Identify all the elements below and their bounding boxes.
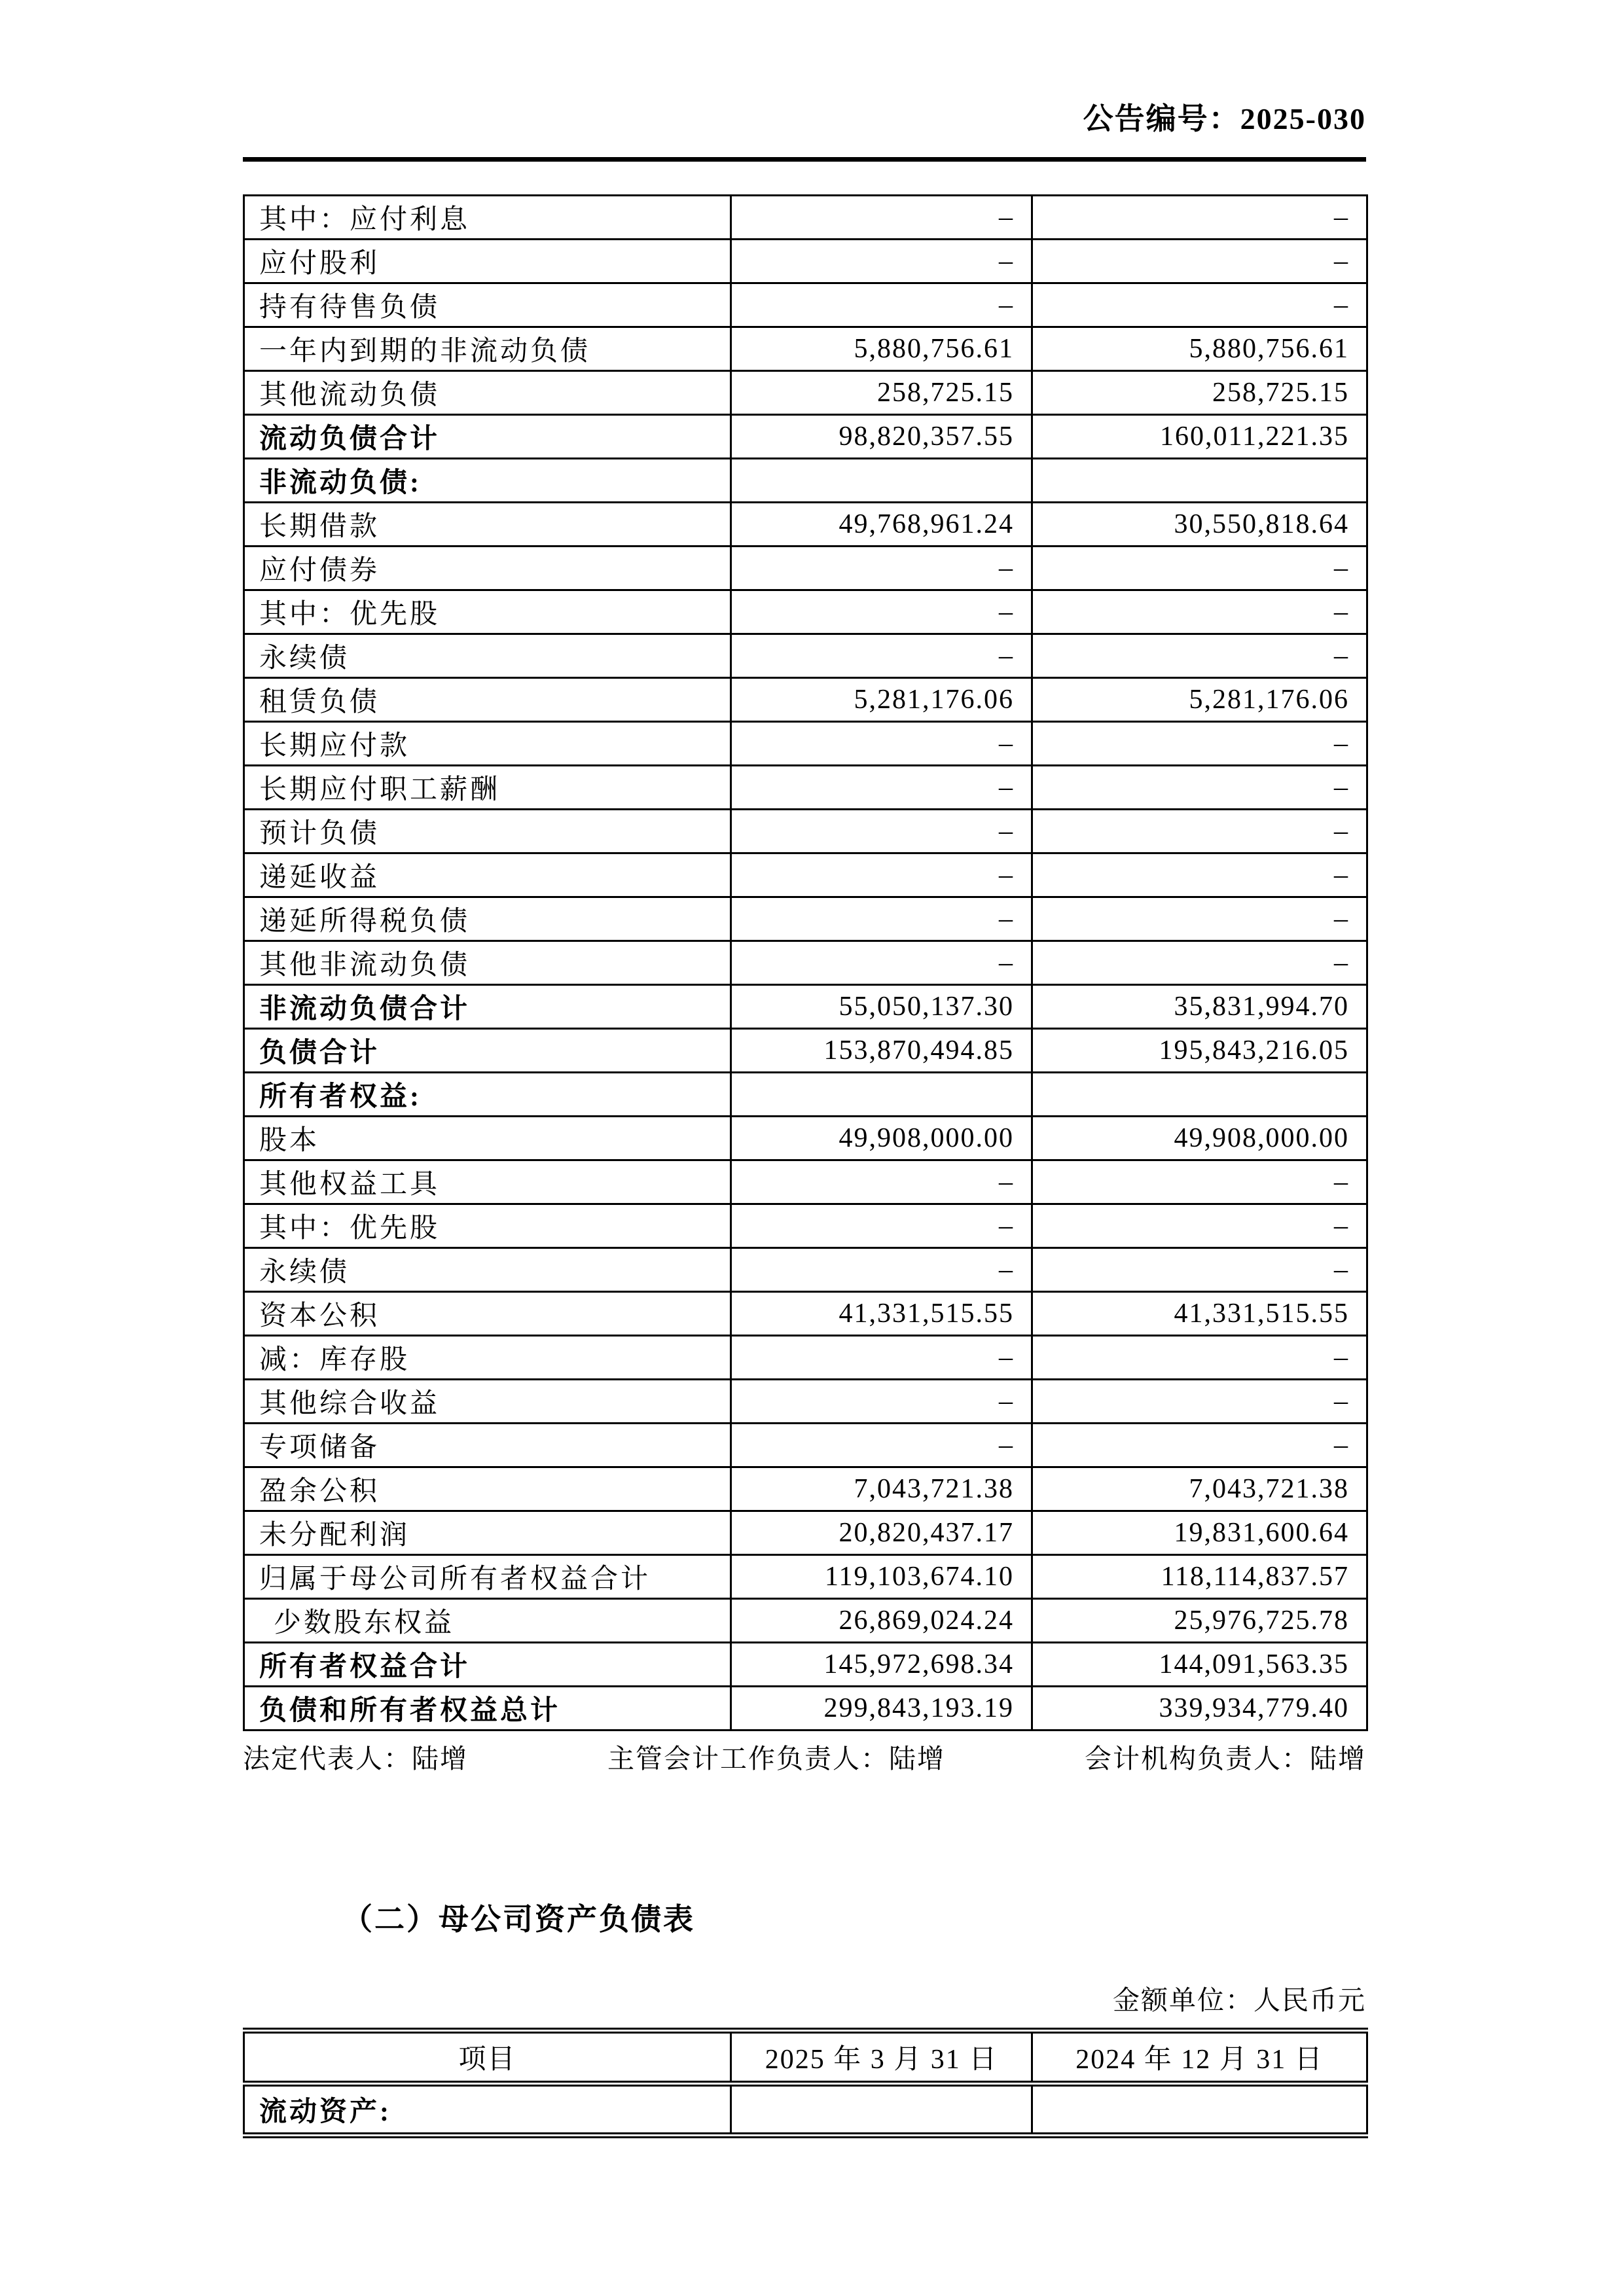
row-label: 非流动负债合计	[244, 985, 731, 1029]
value-current-period: 299,843,193.19	[731, 1687, 1032, 1731]
value-prior-period: 258,725.15	[1032, 371, 1367, 415]
value-current-period: 153,870,494.85	[731, 1029, 1032, 1073]
value-prior-period: 118,114,837.57	[1032, 1555, 1367, 1599]
value-current-period: –	[731, 941, 1032, 985]
row-label: 其中：应付利息	[244, 196, 731, 240]
row-label: 永续债	[244, 1248, 731, 1292]
row-label: 其他流动负债	[244, 371, 731, 415]
row-label: 其中：优先股	[244, 590, 731, 634]
table-row	[244, 634, 1367, 678]
header-date-current: 2025 年 3 月 31 日	[731, 2031, 1032, 2084]
value-current-period: –	[731, 1160, 1032, 1204]
chief-accountant: 主管会计工作负责人：陆增	[607, 1744, 945, 1774]
table-row	[244, 1029, 1367, 1073]
row-label: 预计负债	[244, 810, 731, 853]
value-prior-period: 5,281,176.06	[1032, 678, 1367, 722]
table-row	[244, 240, 1367, 283]
value-current-period: –	[731, 1424, 1032, 1467]
table-row	[244, 810, 1367, 853]
table-row	[244, 1599, 1367, 1643]
value-current-period	[731, 1073, 1032, 1117]
row-label: 资本公积	[244, 1292, 731, 1336]
value-prior-period: 35,831,994.70	[1032, 985, 1367, 1029]
value-prior-period: –	[1032, 1204, 1367, 1248]
value-current-period: –	[731, 853, 1032, 897]
value-current-period: 26,869,024.24	[731, 1599, 1032, 1643]
value-current-period: 41,331,515.55	[731, 1292, 1032, 1336]
legal-representative: 法定代表人：陆增	[243, 1744, 468, 1774]
value-current-period: –	[731, 1248, 1032, 1292]
row-label: 持有待售负债	[244, 283, 731, 327]
value-current-period: 49,908,000.00	[731, 1117, 1032, 1160]
table-row	[244, 2084, 1367, 2136]
value-current-period	[731, 2084, 1032, 2136]
value-current-period: –	[731, 766, 1032, 810]
value-current-period: 119,103,674.10	[731, 1555, 1032, 1599]
value-prior-period: 30,550,818.64	[1032, 503, 1367, 547]
consolidated-balance-sheet-table	[243, 194, 1368, 1731]
value-prior-period: –	[1032, 1248, 1367, 1292]
row-label: 递延收益	[244, 853, 731, 897]
row-label: 未分配利润	[244, 1511, 731, 1555]
row-label: 流动负债合计	[244, 415, 731, 459]
value-prior-period: 160,011,221.35	[1032, 415, 1367, 459]
value-prior-period: –	[1032, 283, 1367, 327]
header-date-prior: 2024 年 12 月 31 日	[1032, 2031, 1367, 2084]
table-row	[244, 1336, 1367, 1380]
table-row	[244, 985, 1367, 1029]
value-prior-period: –	[1032, 196, 1367, 240]
table-row	[244, 1424, 1367, 1467]
row-label: 一年内到期的非流动负债	[244, 327, 731, 371]
table-row	[244, 283, 1367, 327]
value-current-period: 5,880,756.61	[731, 327, 1032, 371]
value-prior-period: –	[1032, 722, 1367, 766]
value-prior-period	[1032, 2084, 1367, 2136]
row-label: 长期应付职工薪酬	[244, 766, 731, 810]
table-row	[244, 897, 1367, 941]
value-prior-period: 25,976,725.78	[1032, 1599, 1367, 1643]
table-header-row	[244, 2031, 1367, 2084]
table-row	[244, 853, 1367, 897]
value-current-period: 55,050,137.30	[731, 985, 1032, 1029]
section-title: （二）母公司资产负债表	[342, 1903, 695, 1936]
accounting-head: 会计机构负责人：陆增	[1085, 1744, 1366, 1774]
value-prior-period: –	[1032, 590, 1367, 634]
announcement-number: 公告编号：2025-030	[1083, 102, 1366, 135]
table-row	[244, 503, 1367, 547]
value-current-period: 258,725.15	[731, 371, 1032, 415]
table-row	[244, 941, 1367, 985]
row-label: 流动资产:	[244, 2084, 731, 2136]
value-current-period: –	[731, 196, 1032, 240]
value-prior-period: 41,331,515.55	[1032, 1292, 1367, 1336]
value-current-period: 20,820,437.17	[731, 1511, 1032, 1555]
table-row	[244, 1643, 1367, 1687]
row-label: 减：库存股	[244, 1336, 731, 1380]
table-row	[244, 1204, 1367, 1248]
value-prior-period: –	[1032, 941, 1367, 985]
table-row	[244, 590, 1367, 634]
signatories-line	[243, 1740, 1366, 1777]
row-label: 租赁负债	[244, 678, 731, 722]
row-label: 所有者权益:	[244, 1073, 731, 1117]
value-prior-period: 195,843,216.05	[1032, 1029, 1367, 1073]
row-label: 其中：优先股	[244, 1204, 731, 1248]
table-row	[244, 327, 1367, 371]
table-row	[244, 1160, 1367, 1204]
value-prior-period	[1032, 459, 1367, 503]
table-row	[244, 371, 1367, 415]
value-prior-period: –	[1032, 1160, 1367, 1204]
row-label: 股本	[244, 1117, 731, 1160]
row-label: 专项储备	[244, 1424, 731, 1467]
value-current-period: –	[731, 547, 1032, 590]
row-label: 少数股东权益	[244, 1599, 731, 1643]
row-label: 应付债券	[244, 547, 731, 590]
row-label: 盈余公积	[244, 1467, 731, 1511]
table-row	[244, 1292, 1367, 1336]
table-row	[244, 547, 1367, 590]
value-prior-period: –	[1032, 547, 1367, 590]
value-prior-period: 7,043,721.38	[1032, 1467, 1367, 1511]
table-row	[244, 1248, 1367, 1292]
value-current-period: –	[731, 1380, 1032, 1424]
liabilities-equity-rows	[244, 196, 1367, 1731]
value-prior-period: –	[1032, 810, 1367, 853]
value-prior-period: 49,908,000.00	[1032, 1117, 1367, 1160]
table-row	[244, 196, 1367, 240]
row-label: 应付股利	[244, 240, 731, 283]
value-prior-period: –	[1032, 634, 1367, 678]
value-prior-period: –	[1032, 1424, 1367, 1467]
value-prior-period: 19,831,600.64	[1032, 1511, 1367, 1555]
row-label: 递延所得税负债	[244, 897, 731, 941]
table-row	[244, 1380, 1367, 1424]
value-current-period: –	[731, 283, 1032, 327]
value-current-period: 7,043,721.38	[731, 1467, 1032, 1511]
value-current-period: –	[731, 240, 1032, 283]
table-row	[244, 1073, 1367, 1117]
value-prior-period: –	[1032, 853, 1367, 897]
row-label: 长期应付款	[244, 722, 731, 766]
row-label: 归属于母公司所有者权益合计	[244, 1555, 731, 1599]
value-current-period: 5,281,176.06	[731, 678, 1032, 722]
value-prior-period: –	[1032, 766, 1367, 810]
table-row	[244, 1511, 1367, 1555]
value-prior-period: 339,934,779.40	[1032, 1687, 1367, 1731]
table-row	[244, 1467, 1367, 1511]
value-prior-period: –	[1032, 1336, 1367, 1380]
row-label: 永续债	[244, 634, 731, 678]
page-content	[243, 0, 1366, 2138]
row-label: 其他权益工具	[244, 1160, 731, 1204]
row-label: 负债合计	[244, 1029, 731, 1073]
value-prior-period: –	[1032, 240, 1367, 283]
row-label: 其他综合收益	[244, 1380, 731, 1424]
value-current-period: –	[731, 722, 1032, 766]
row-label: 非流动负债:	[244, 459, 731, 503]
table-row	[244, 1687, 1367, 1731]
table-row	[244, 1555, 1367, 1599]
row-label: 其他非流动负债	[244, 941, 731, 985]
value-current-period: –	[731, 1336, 1032, 1380]
value-current-period: –	[731, 897, 1032, 941]
row-label: 所有者权益合计	[244, 1643, 731, 1687]
value-current-period: –	[731, 634, 1032, 678]
value-current-period: –	[731, 810, 1032, 853]
table-row	[244, 1117, 1367, 1160]
parent-table-rows	[244, 2084, 1367, 2136]
value-current-period: –	[731, 1204, 1032, 1248]
value-current-period: 98,820,357.55	[731, 415, 1032, 459]
value-current-period	[731, 459, 1032, 503]
table-row	[244, 459, 1367, 503]
value-current-period: 145,972,698.34	[731, 1643, 1032, 1687]
row-label: 长期借款	[244, 503, 731, 547]
table-row	[244, 722, 1367, 766]
value-prior-period: 5,880,756.61	[1032, 327, 1367, 371]
table-row	[244, 766, 1367, 810]
currency-unit-note: 金额单位：人民币元	[1113, 1985, 1366, 2015]
table-row	[244, 415, 1367, 459]
value-prior-period: –	[1032, 897, 1367, 941]
value-prior-period: 144,091,563.35	[1032, 1643, 1367, 1687]
value-current-period: 49,768,961.24	[731, 503, 1032, 547]
header-item-column: 项目	[244, 2031, 731, 2084]
value-prior-period: –	[1032, 1380, 1367, 1424]
parent-company-balance-sheet-table	[243, 2028, 1368, 2138]
header-rule	[243, 157, 1366, 162]
value-current-period: –	[731, 590, 1032, 634]
row-label: 负债和所有者权益总计	[244, 1687, 731, 1731]
table-row	[244, 678, 1367, 722]
value-prior-period	[1032, 1073, 1367, 1117]
